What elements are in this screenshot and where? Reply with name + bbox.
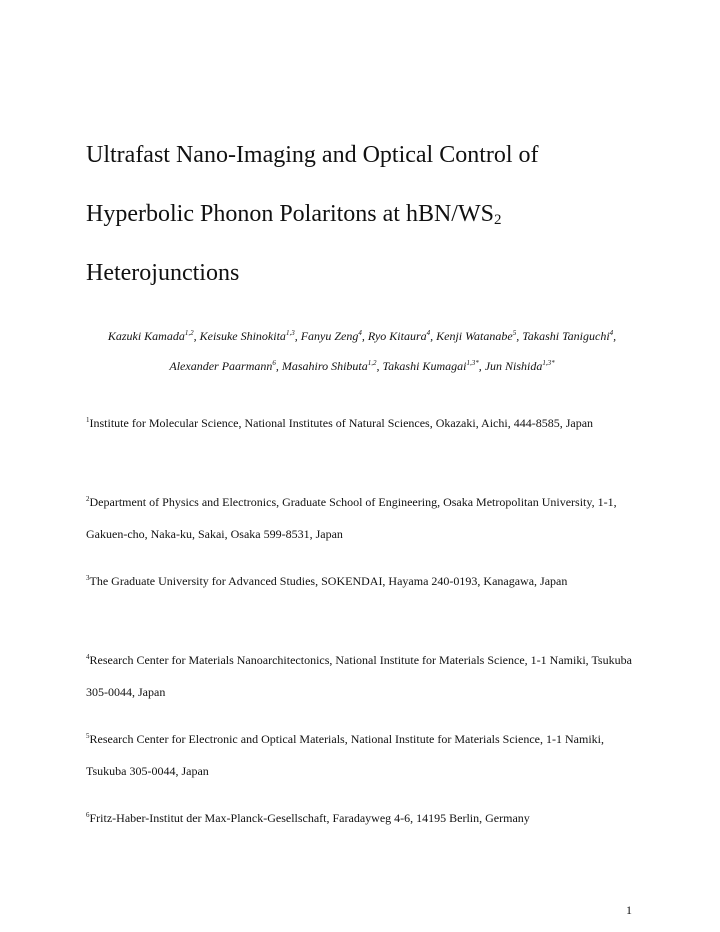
author-separator: , xyxy=(275,359,282,373)
author xyxy=(522,329,616,343)
affiliation-number: 4 xyxy=(86,653,90,661)
affiliation-text: Research Center for Electronic and Optical Materials, National Institute for Materials Science, 1-1 Namiki, Tsukuba 305-0044, Japan xyxy=(86,732,604,778)
author xyxy=(301,329,368,343)
author-name: Alexander Paarmann xyxy=(169,359,273,373)
affiliation-4 xyxy=(86,644,638,708)
title-line-3: Heterojunctions xyxy=(86,260,240,286)
author xyxy=(200,329,301,343)
author-name: Ryo Kitaura xyxy=(367,329,427,343)
author-separator: , xyxy=(376,359,383,373)
affiliation-text: Institute for Molecular Science, National Institutes of Natural Sciences, Okazaki, Aichi, 444-8585, Japan xyxy=(89,416,594,430)
author-list xyxy=(86,321,638,381)
author-separator: , xyxy=(430,329,437,343)
affiliation-number: 6 xyxy=(86,811,90,819)
affiliation-1 xyxy=(86,407,638,439)
author-affiliation-mark: 4 xyxy=(426,329,431,337)
author-name: Takashi Taniguchi xyxy=(522,329,610,343)
author-separator: , xyxy=(516,329,523,343)
author-affiliation-mark: 1,3 xyxy=(285,329,295,337)
affiliation-number: 1 xyxy=(86,416,90,424)
author xyxy=(282,359,383,373)
author-separator: , xyxy=(361,329,368,343)
paper-title xyxy=(86,126,686,303)
affiliation-text: Department of Physics and Electronics, Graduate School of Engineering, Osaka Metropolitan University, 1-1, Gakuen-cho, Naka-ku, Sakai, Osaka 599-8531, Japan xyxy=(86,495,617,541)
author xyxy=(383,359,485,373)
author-name: Fanyu Zeng xyxy=(300,329,359,343)
author xyxy=(108,329,200,343)
title-line-2-main: Hyperbolic Phonon Polaritons at hBN/WS xyxy=(86,201,494,227)
title-line-1: Ultrafast Nano-Imaging and Optical Control of xyxy=(86,142,539,168)
author-affiliation-mark: 1,3* xyxy=(466,359,479,367)
affiliation-3 xyxy=(86,565,638,597)
affiliation-6 xyxy=(86,802,638,834)
affiliation-text: The Graduate University for Advanced Studies, SOKENDAI, Hayama 240-0193, Kanagawa, Japan xyxy=(89,574,568,588)
affiliation-number: 3 xyxy=(86,574,90,582)
affiliation-2 xyxy=(86,486,638,550)
author-affiliation-mark: 1,3* xyxy=(542,359,555,367)
author-separator: , xyxy=(294,329,301,343)
author-name: Takashi Kumagai xyxy=(382,359,467,373)
author-name: Kazuki Kamada xyxy=(107,329,185,343)
author xyxy=(485,359,555,373)
author-affiliation-mark: 1,2 xyxy=(184,329,194,337)
author-name: Kenji Watanabe xyxy=(436,329,513,343)
author-affiliation-mark: 6 xyxy=(272,359,276,367)
affiliation-text: Research Center for Materials Nanoarchitectonics, National Institute for Materials Science, 1-1 Namiki, Tsukuba 305-0044, Japan xyxy=(86,653,632,699)
author xyxy=(169,359,281,373)
author xyxy=(436,329,522,343)
author xyxy=(368,329,436,343)
author-affiliation-mark: 4 xyxy=(358,329,362,337)
affiliation-number: 5 xyxy=(86,732,90,740)
title-subscript: 2 xyxy=(493,212,502,228)
author-name: Jun Nishida xyxy=(484,359,543,373)
author-separator: , xyxy=(193,329,200,343)
author-separator: , xyxy=(478,359,485,373)
affiliation-5 xyxy=(86,723,638,787)
author-affiliation-mark: 5 xyxy=(512,329,517,337)
author-separator: , xyxy=(613,329,617,343)
affiliation-number: 2 xyxy=(86,495,90,503)
author-affiliation-mark: 1,2 xyxy=(367,359,377,367)
author-name: Masahiro Shibuta xyxy=(281,359,368,373)
author-affiliation-mark: 4 xyxy=(609,329,614,337)
title-line-2 xyxy=(86,185,686,244)
author-name: Keisuke Shinokita xyxy=(199,329,286,343)
page-number: 1 xyxy=(626,903,632,917)
affiliation-text: Fritz-Haber-Institut der Max-Planck-Gesellschaft, Faradayweg 4-6, 14195 Berlin, Germany xyxy=(89,811,530,825)
